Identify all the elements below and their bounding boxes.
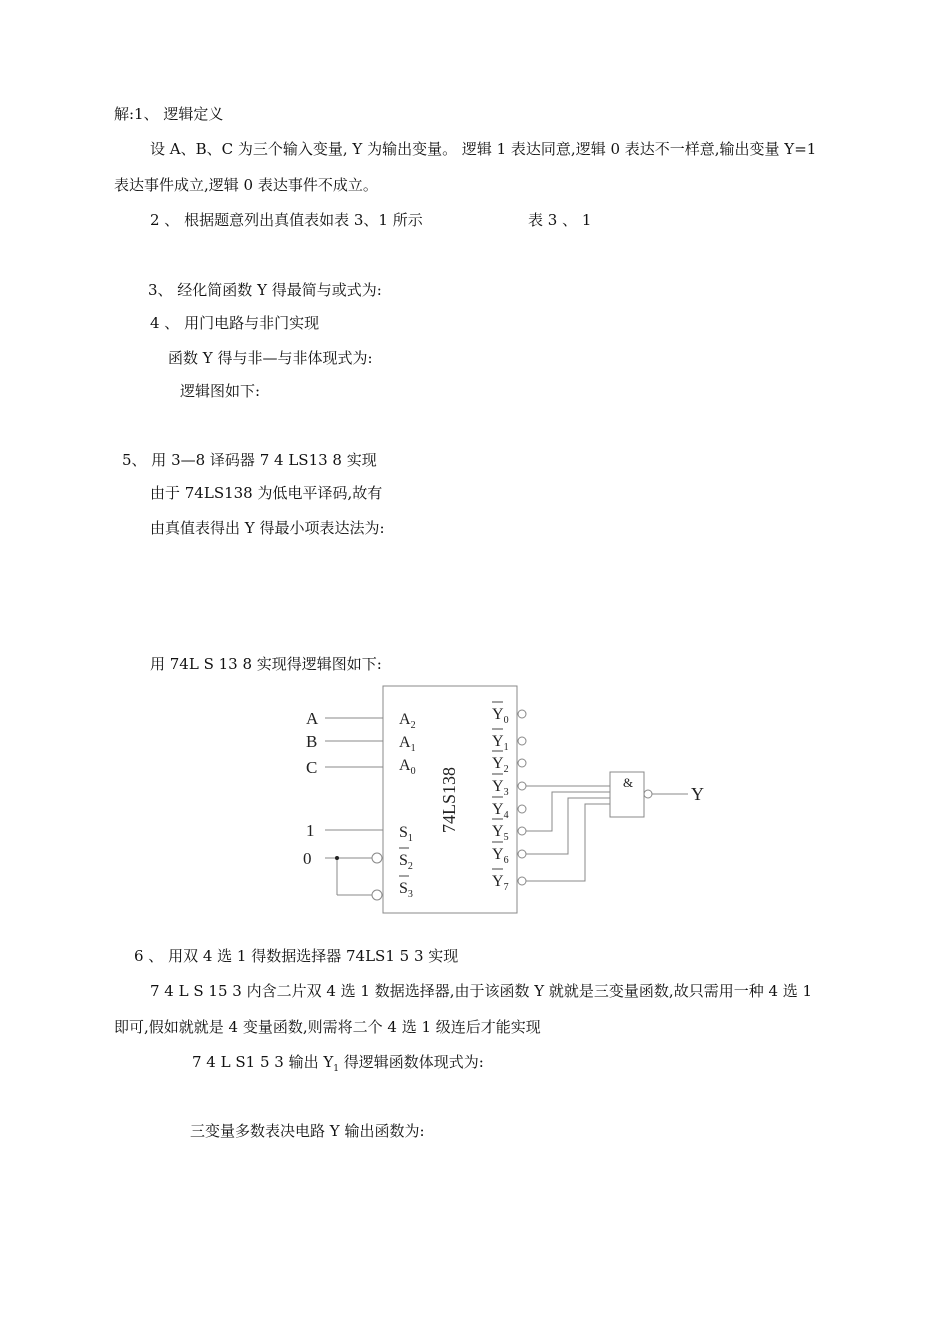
pin-s2: $S_2$	[399, 852, 413, 872]
s2-inversion-bubble	[372, 853, 382, 863]
mux-description: 7 4 L S 15 3 内含二片双 4 选 1 数据选择器,由于该函数 Y 就就是三变量函数,故只需用一种 4 选 1	[150, 982, 813, 1000]
pin-y0: $Y_0$	[492, 706, 509, 726]
decoder-diagram-intro: 用 74L S 13 8 实现得逻辑图如下:	[150, 655, 382, 673]
pin-a1: $A_1$	[399, 734, 416, 754]
y3-bubble	[518, 782, 526, 790]
pin-y5: $Y_5$	[492, 823, 509, 843]
mux-output-subscript: 1	[333, 1064, 339, 1074]
step3-heading: 3、 经化简函数 Y 得最简与或式为:	[148, 281, 382, 299]
input-label-b: B	[306, 732, 318, 751]
pin-y4: $Y_4$	[492, 801, 509, 821]
decoder-note: 由于 74LS138 为低电平译码,故有	[150, 484, 383, 502]
mux-output-text: 得逻辑函数体现式为:	[338, 1053, 484, 1071]
logic-definition-text-cont: 表达事件成立,逻辑 0 表达事件不成立。	[114, 176, 378, 194]
mux-output-label: 7 4 L S1 5 3 输出 Y	[192, 1053, 334, 1071]
pin-s3: $S_3$	[399, 880, 413, 900]
nand-expression-text: 函数 Y 得与非—与非体现式为:	[168, 349, 373, 367]
pin-y6: $Y_6$	[492, 846, 509, 866]
mux-description-cont: 即可,假如就就是 4 变量函数,则需将二个 4 选 1 级连后才能实现	[114, 1018, 541, 1036]
pin-y3: $Y_3$	[492, 778, 509, 798]
step4-heading: 4 、 用门电路与非门实现	[150, 314, 320, 332]
output-label-y: Y	[691, 784, 704, 804]
step2-heading: 2 、 根据题意列出真值表如表 3、1 所示	[150, 211, 423, 229]
pin-y1: $Y_1$	[492, 733, 509, 753]
pin-y2: $Y_2$	[492, 755, 509, 775]
step1-heading: 解:1、 逻辑定义	[114, 105, 224, 123]
chip-name-74ls138: 74LS138	[439, 766, 459, 834]
y7-bubble	[518, 877, 526, 885]
minterm-intro: 由真值表得出 Y 得最小项表达法为:	[150, 519, 385, 537]
y1-bubble	[518, 737, 526, 745]
y4-bubble	[518, 805, 526, 813]
mux-output-expression-intro	[192, 1052, 484, 1079]
y2-bubble	[518, 759, 526, 767]
step5-heading: 5、 用 3—8 译码器 7 4 LS13 8 实现	[122, 451, 377, 469]
junction-dot	[335, 856, 339, 860]
pin-y7: $Y_7$	[492, 873, 509, 893]
wire-y6	[526, 798, 610, 854]
table-caption: 表 3 、 1	[528, 211, 592, 229]
pin-a2: $A_2$	[399, 711, 416, 731]
logic-diagram-intro: 逻辑图如下:	[180, 382, 261, 400]
decoder-logic-diagram	[290, 680, 730, 920]
enable-label-0: 0	[303, 849, 312, 868]
enable-label-1: 1	[306, 821, 315, 840]
input-label-c: C	[306, 758, 318, 777]
s3-inversion-bubble	[372, 890, 382, 900]
nand-gate-symbol: &	[623, 775, 634, 790]
step6-heading: 6 、 用双 4 选 1 得数据选择器 74LS1 5 3 实现	[134, 947, 459, 965]
nand-output-bubble	[644, 790, 652, 798]
y6-bubble	[518, 850, 526, 858]
logic-definition-text: 设 A、B、C 为三个输入变量, Y 为输出变量。 逻辑 1 表达同意,逻辑 0 表达不一样意,输出变量 Y=1	[150, 140, 817, 158]
input-label-a: A	[306, 709, 319, 728]
y5-bubble	[518, 827, 526, 835]
majority-function-intro: 三变量多数表决电路 Y 输出函数为:	[190, 1122, 425, 1140]
y0-bubble	[518, 710, 526, 718]
decoder-circuit-svg	[290, 680, 730, 920]
pin-a0: $A_0$	[399, 757, 416, 777]
pin-s1: $S_1$	[399, 824, 413, 844]
